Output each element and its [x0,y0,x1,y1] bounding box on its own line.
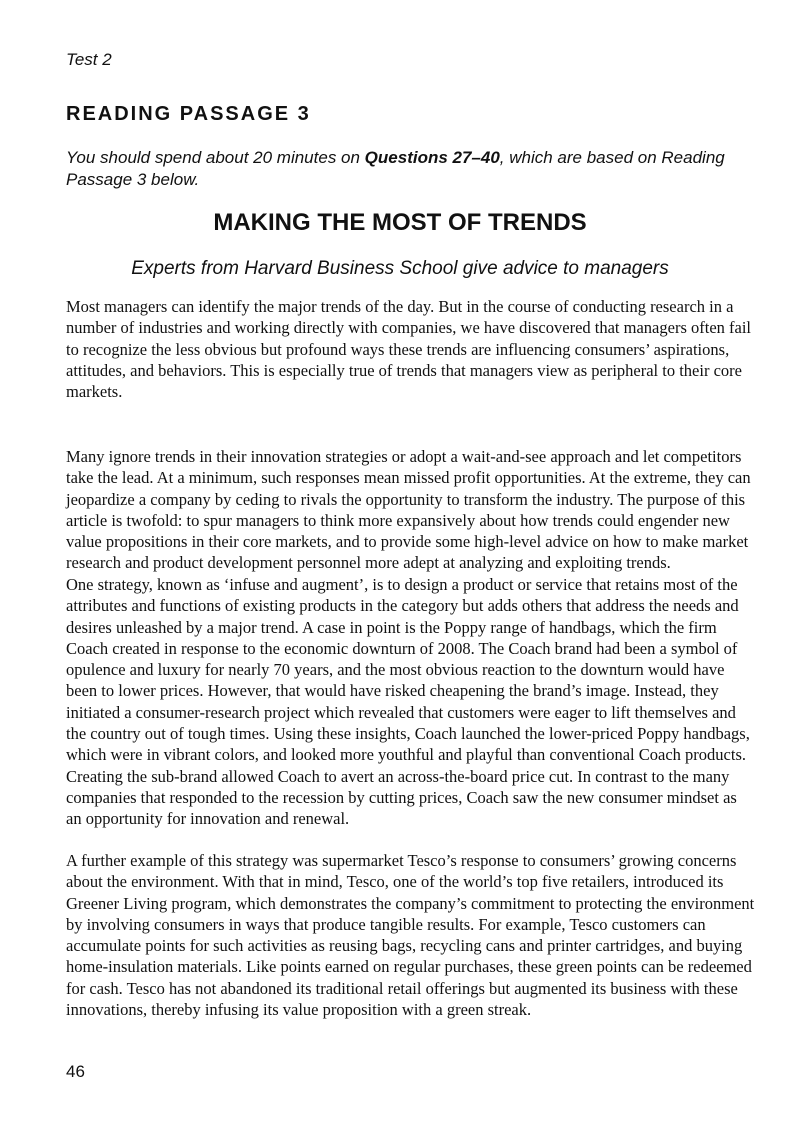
section-heading: READING PASSAGE 3 [66,103,311,125]
article-subtitle: Experts from Harvard Business School give advice to managers [131,258,669,279]
paragraph-1: Most managers can identify the major trends of the day. But in the course of conducting research in a number of industries and working directly with companies, we have discovered that managers often fail to recognize the less obvious but profound ways these trends are influencing consumers’ aspirations, attitudes, and behaviors. This is especially true of trends that managers view as peripheral to their core markets. [66,297,751,402]
instruction-after: , which are based on Reading Passage 3 below. [66,148,725,189]
paragraph-4: A further example of this strategy was supermarket Tesco’s response to consumers’ growing concerns about the environment. With that in mind, Tesco, one of the world’s top five retailers, introduced its Greener Living program, which demonstrates the company’s commitment to protecting the environment by involving consumers in ways that produce tangible results. For example, Tesco customers can accumulate points for such activities as reusing bags, recycling cans and printer cartridges, and buying home-insulation materials. Like points earned on regular purchases, these green points can be redeemed for cash. Tesco has not abandoned its traditional retail offerings but augmented its business with these innovations, thereby infusing its value proposition with a green streak. [66,851,755,1020]
running-head: Test 2 [66,50,112,69]
paragraph-2: Many ignore trends in their innovation strategies or adopt a wait-and-see approach and let competitors take the lead. At a minimum, such responses mean missed profit opportunities. At the extreme, they can jeopardize a company by ceding to rivals the opportunity to transform the industry. The purpose of this article is twofold: to spur managers to think more expansively about how trends could engender new value propositions in their core markets, and to provide some high-level advice on how to make market research and product development personnel more adept at analyzing and exploiting trends. [66,447,751,573]
instruction-text [66,147,756,191]
paragraph-3: One strategy, known as ‘infuse and augment’, is to design a product or service that retains most of the attributes and functions of existing products in the category but adds others that address the needs and desires unleashed by a major trend. A case in point is the Poppy range of handbags, which the firm Coach created in response to the economic downturn of 2008. The Coach brand had been a symbol of opulence and luxury for nearly 70 years, and the most obvious reaction to the downturn would have been to lower prices. However, that would have risked cheapening the brand’s image. Instead, they initiated a consumer-research project which revealed that customers were eager to lift themselves and the country out of tough times. Using these insights, Coach launched the lower-priced Poppy handbags, which were in vibrant colors, and looked more youthful and playful than conventional Coach products. Creating the sub-brand allowed Coach to avert an across-the-board price cut. In contrast to the many companies that responded to the recession by cutting prices, Coach saw the new consumer mindset as an opportunity for innovation and renewal. [66,575,750,829]
article-title: MAKING THE MOST OF TRENDS [213,209,587,236]
page-number: 46 [66,1062,85,1081]
instruction-before: You should spend about 20 minutes on [66,148,365,167]
instruction-questions: Questions 27–40 [364,148,500,167]
